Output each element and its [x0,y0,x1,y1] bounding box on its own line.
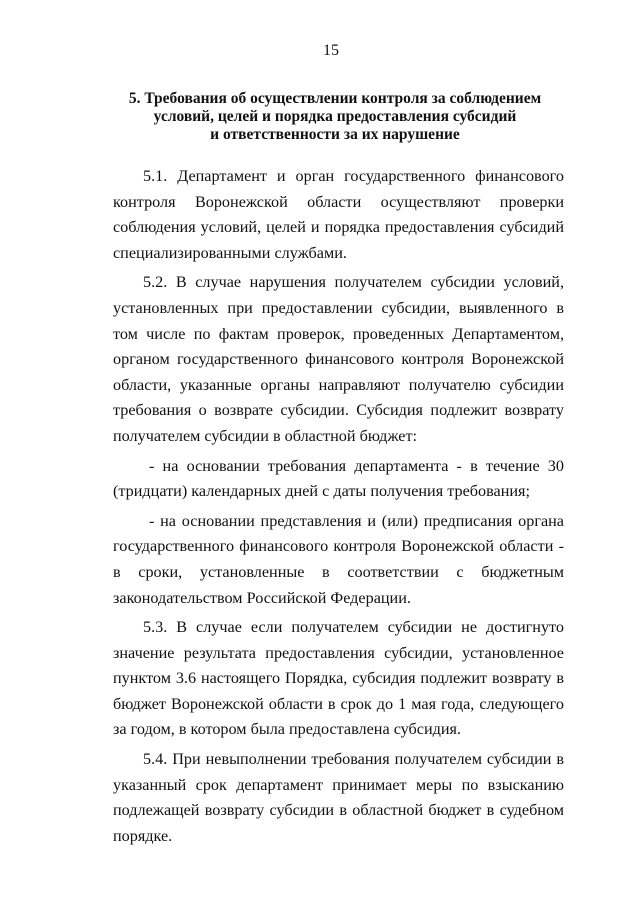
list-item-financial-control-order: - на основании представления и (или) предписания органа государственного финансового контроля Воронежской области - в сроки, установленные в соответствии с бюджетным законодательством Российской Федерации. [113,511,564,607]
paragraph-5-1: 5.1. Департамент и орган государственного финансового контроля Воронежской области осуществляют проверки соблюдения условий, целей и порядка предоставления субсидий специализированными службами. [113,167,564,262]
section-heading-line-1: 5. Требования об осуществлении контроля за соблюдением [128,90,542,107]
paragraph-5-3: 5.3. В случае если получателем субсидии не достигнуто значение результата предоставления субсидии, установленное пунктом 3.6 настоящего Порядка, субсидия подлежит возврату в бюджет Воронежской области в срок до 1 мая года, следующего за годом, в котором была предоставлена субсидия. [113,618,564,739]
section-body [113,164,564,849]
paragraph-5-4: 5.4. При невыполнении требования получателем субсидии в указанный срок департамент принимает меры по взысканию подлежащей возврату субсидии в областной бюджет в судебном порядке. [113,750,564,845]
section-heading [110,90,560,144]
list-item-department-requirement: - на основании требования департамента - в течение 30 (тридцати) календарных дней с даты получения требования; [113,456,564,501]
paragraph-5-2: 5.2. В случае нарушения получателем субсидии условий, установленных при предоставлении субсидии, выявленного в том числе по фактам проверок, проведенных Департаментом, органом государственного финансового контроля Воронежской области, указанные органы направляют получателю субсидии требования о возврате субсидии. Субсидия подлежит возврату получателем субсидии в областной бюджет: [113,273,564,445]
page-number: 15 [323,42,339,59]
section-heading-line-3: и ответственности за их нарушение [210,126,460,143]
section-heading-line-2: условий, целей и порядка предоставления субсидий [153,108,517,125]
